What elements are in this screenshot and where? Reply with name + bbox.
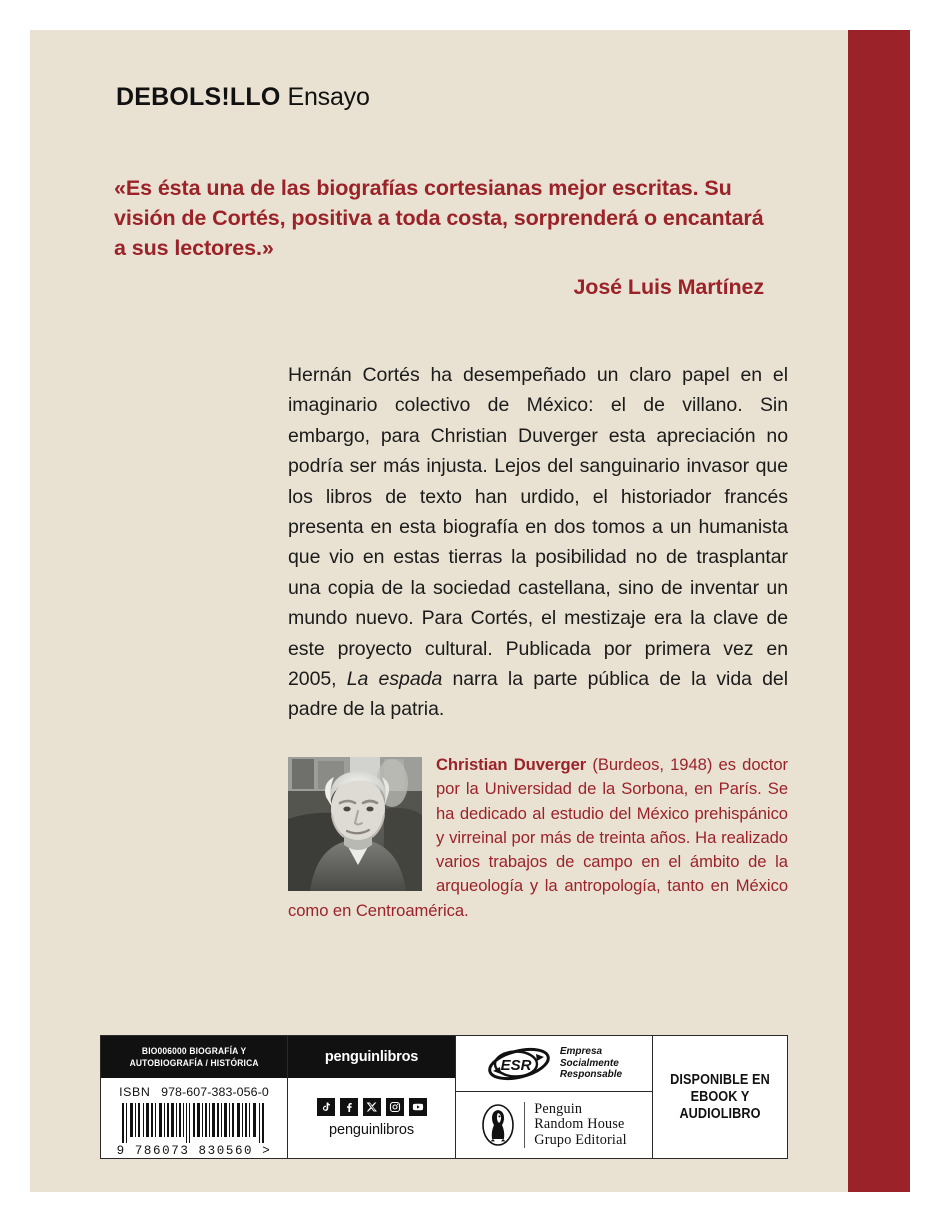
footer-social-column [288,1036,456,1158]
cover-content-area [30,30,848,1192]
formats-line-1: DISPONIBLE EN [670,1071,770,1088]
author-bio-text: (Burdeos, 1948) es doctor por la Universidad de la Sorbona, en París. Se ha dedicado al estudio del México prehispánico y virreinal por más de treinta años. Ha realizado varios trabajos de campo en el ámbito de la arqueología y la antropología, tanto en México como en Centroamérica. [288,755,788,920]
pull-quote-block [114,173,764,300]
penguin-logo-icon [481,1103,515,1147]
imprint-logo [116,83,370,112]
penguin-random-house-block [456,1092,652,1158]
tiktok-icon[interactable] [317,1098,335,1116]
bisac-line-1: BIO006000 BIOGRAFÍA Y [141,1046,247,1056]
esr-logo-block [456,1036,652,1092]
description-part-one: Hernán Cortés ha desempeñado un claro papel en el imaginario colectivo de México: el de villano. Sin embargo, para Christian Duverger esta apreciación no podría ser más injusta. Lejos del sanguinario invasor que los libros de texto han urdido, el historiador francés presenta en esta biografía en dos tomos a un humanista que vio en estas tierras la posibilidad no de trasplantar una copia de la sociedad castellana, sino de inventar un mundo nuevo. Para Cortés, el mestizaje era la clave de este proyecto cultural. Publicada por primera vez en 2005, [288,364,788,691]
isbn-barcode-image [118,1103,270,1143]
esr-line-3: Responsable [559,1069,623,1081]
author-name: Christian Duverger [436,755,587,774]
social-media-area [288,1078,455,1158]
esr-line-1: Empresa [559,1046,603,1058]
prh-line-3: Grupo Editorial [534,1131,627,1148]
cover-footer-strip [100,1035,788,1159]
penguinlibros-banner: penguinlibros [288,1036,455,1078]
author-photo [288,757,422,891]
isbn-line [119,1085,269,1099]
description-book-title: La espada [346,668,443,691]
x-icon[interactable] [363,1098,381,1116]
youtube-icon[interactable] [409,1098,427,1116]
svg-text:ESR: ESR [500,1056,532,1074]
social-icon-row [317,1098,427,1116]
pull-quote-text: «Es ésta una de las biografías cortesianas mejor escritas. Su visión de Cortés, positiva a toda costa, sorprenderá o encantará a sus lectores.» [114,176,764,260]
isbn-label: ISBN [119,1085,151,1099]
footer-isbn-column [101,1036,288,1158]
footer-logos-column [456,1036,653,1158]
footer-formats-column [653,1036,787,1158]
formats-line-2: EBOOK Y AUDIOLIBRO [679,1088,761,1122]
cover-spine-strip [848,30,910,1192]
book-description [288,360,788,725]
prh-line-1: Penguin [534,1100,583,1117]
social-handle-label: penguinlibros [329,1122,414,1138]
isbn-barcode-area [101,1078,287,1158]
imprint-collection-name: Ensayo [287,83,370,111]
esr-seal-icon [486,1044,552,1084]
available-formats-block [653,1036,787,1158]
bisac-line-2: AUTOBIOGRAFÍA / HISTÓRICA [129,1058,259,1068]
esr-text-block [560,1046,622,1081]
pull-quote-attribution: José Luis Martínez [573,275,764,299]
imprint-brand-name: DEBOLS!LLO [116,83,281,111]
formats-text [659,1072,781,1123]
prh-line-2: Random House [534,1116,625,1133]
esr-line-2: Socialmente [559,1057,619,1069]
prh-wordmark-text [524,1102,626,1149]
description-part-two: narra la parte pública de la vida del padre de la patria. [288,668,789,721]
cover-canvas [30,30,910,1192]
isbn-number: 978-607-383-056-0 [161,1085,269,1099]
instagram-icon[interactable] [386,1098,404,1116]
bisac-category-bar [101,1036,287,1078]
author-bio-block [288,753,788,923]
facebook-icon[interactable] [340,1098,358,1116]
barcode-digits: 9 786073 830560 > [116,1144,272,1158]
